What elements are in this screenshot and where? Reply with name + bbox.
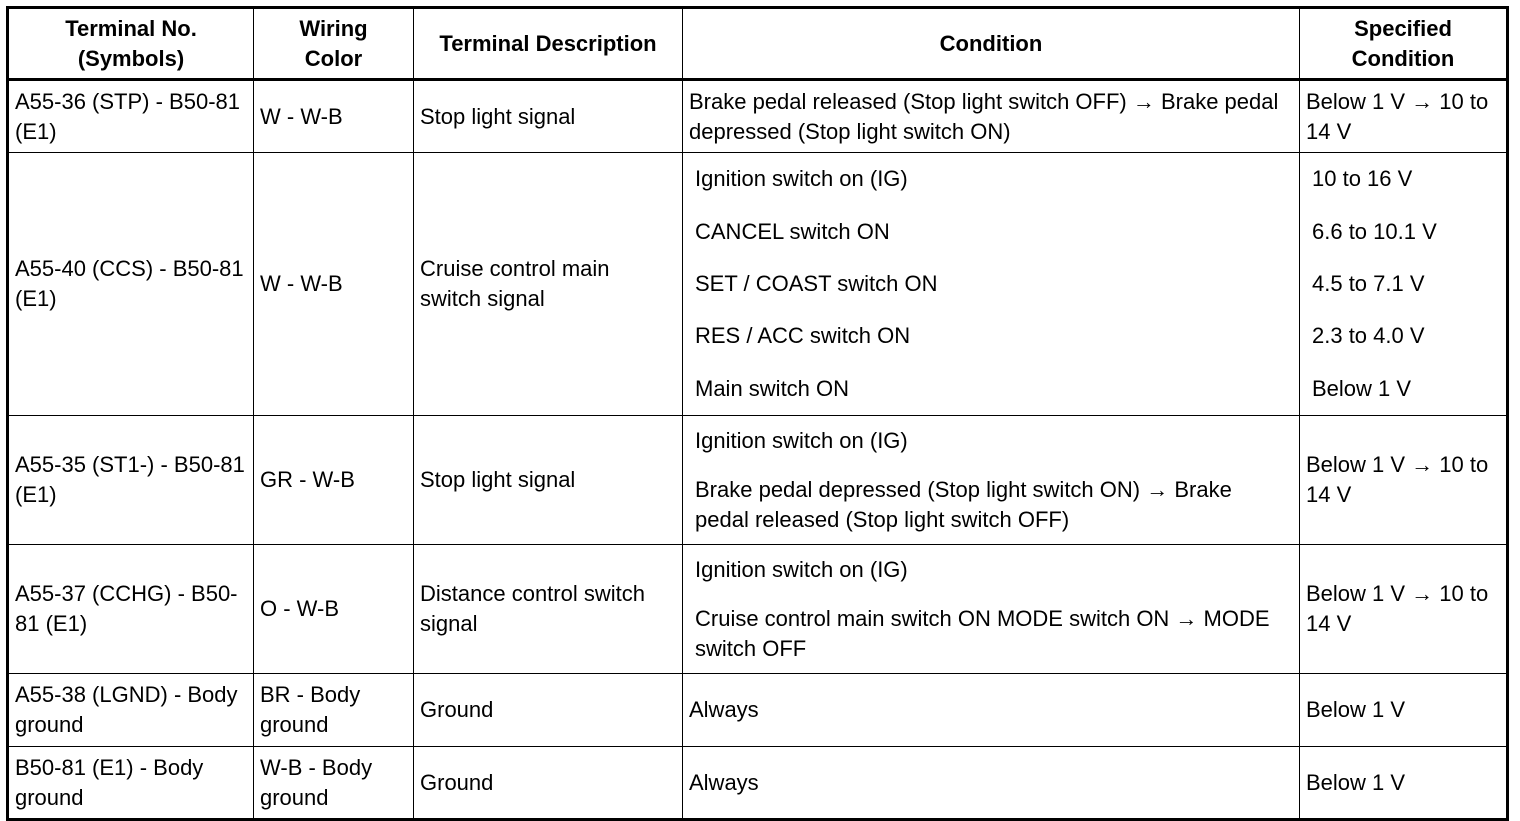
specified-line: 10 to 16 V	[1312, 166, 1413, 192]
specified-line: Below 1 V	[1312, 375, 1412, 401]
table-row	[8, 416, 1508, 545]
header-wiring-color: Wiring Color	[254, 8, 414, 80]
condition-cell: Brake pedal released (Stop light switch OFF) → Brake pedal depressed (Stop light switch ON)	[683, 80, 1300, 153]
table-row	[8, 80, 1508, 153]
condition-cell	[683, 153, 1300, 416]
header-row	[8, 8, 1508, 80]
header-terminal: Terminal No. (Symbols)	[8, 8, 254, 80]
terminal-cell: B50-81 (E1) - Body ground	[8, 747, 254, 820]
specified-condition-cell	[1300, 153, 1508, 416]
wiring-color-cell: W - W-B	[254, 80, 414, 153]
condition-line: Ignition switch on (IG)	[695, 166, 908, 192]
description-cell: Ground	[414, 674, 683, 747]
description-cell: Stop light signal	[414, 416, 683, 545]
wiring-color-cell: O - W-B	[254, 545, 414, 674]
terminal-cell: A55-37 (CCHG) - B50-81 (E1)	[8, 545, 254, 674]
specified-condition-cell: Below 1 V	[1300, 747, 1508, 820]
specified-line: 6.6 to 10.1 V	[1312, 218, 1437, 244]
specified-condition-cell: Below 1 V → 10 to 14 V	[1300, 545, 1508, 674]
terminal-cell: A55-38 (LGND) - Body ground	[8, 674, 254, 747]
condition-line: CANCEL switch ON	[695, 218, 890, 244]
terminal-cell: A55-40 (CCS) - B50-81 (E1)	[8, 153, 254, 416]
condition-line: Ignition switch on (IG)	[695, 556, 908, 582]
table-row	[8, 674, 1508, 747]
terminal-cell: A55-35 (ST1-) - B50-81 (E1)	[8, 416, 254, 545]
condition-list	[689, 153, 1293, 415]
terminal-cell: A55-36 (STP) - B50-81 (E1)	[8, 80, 254, 153]
wiring-color-cell: W-B - Body ground	[254, 747, 414, 820]
specified-list	[1306, 153, 1500, 415]
condition-list	[689, 416, 1293, 544]
specified-condition-cell: Below 1 V	[1300, 674, 1508, 747]
condition-list	[689, 545, 1293, 673]
condition-cell: Always	[683, 747, 1300, 820]
wiring-color-cell: GR - W-B	[254, 416, 414, 545]
condition-line: RES / ACC switch ON	[695, 323, 911, 349]
condition-line: Cruise control main switch ON MODE switch ON → MODE switch OFF	[695, 605, 1270, 661]
description-cell: Cruise control main switch signal	[414, 153, 683, 416]
specified-condition-cell: Below 1 V → 10 to 14 V	[1300, 80, 1508, 153]
condition-cell	[683, 416, 1300, 545]
condition-cell	[683, 545, 1300, 674]
header-terminal-description: Terminal Description	[414, 8, 683, 80]
description-cell: Distance control switch signal	[414, 545, 683, 674]
wiring-color-cell: W - W-B	[254, 153, 414, 416]
wiring-color-cell: BR - Body ground	[254, 674, 414, 747]
condition-cell: Always	[683, 674, 1300, 747]
table-row	[8, 545, 1508, 674]
condition-line: Main switch ON	[695, 375, 850, 401]
specified-condition-cell: Below 1 V → 10 to 14 V	[1300, 416, 1508, 545]
specified-line: 4.5 to 7.1 V	[1312, 270, 1425, 296]
condition-line: Brake pedal depressed (Stop light switch ON) → Brake pedal released (Stop light switch OFF)	[695, 476, 1232, 532]
condition-line: Ignition switch on (IG)	[695, 427, 908, 453]
specified-line: 2.3 to 4.0 V	[1312, 323, 1425, 349]
description-cell: Ground	[414, 747, 683, 820]
condition-line: SET / COAST switch ON	[695, 270, 938, 296]
table-row	[8, 747, 1508, 820]
table-row	[8, 153, 1508, 416]
description-cell: Stop light signal	[414, 80, 683, 153]
terminal-spec-table	[6, 6, 1509, 821]
header-condition: Condition	[683, 8, 1300, 80]
header-specified-condition: Specified Condition	[1300, 8, 1508, 80]
